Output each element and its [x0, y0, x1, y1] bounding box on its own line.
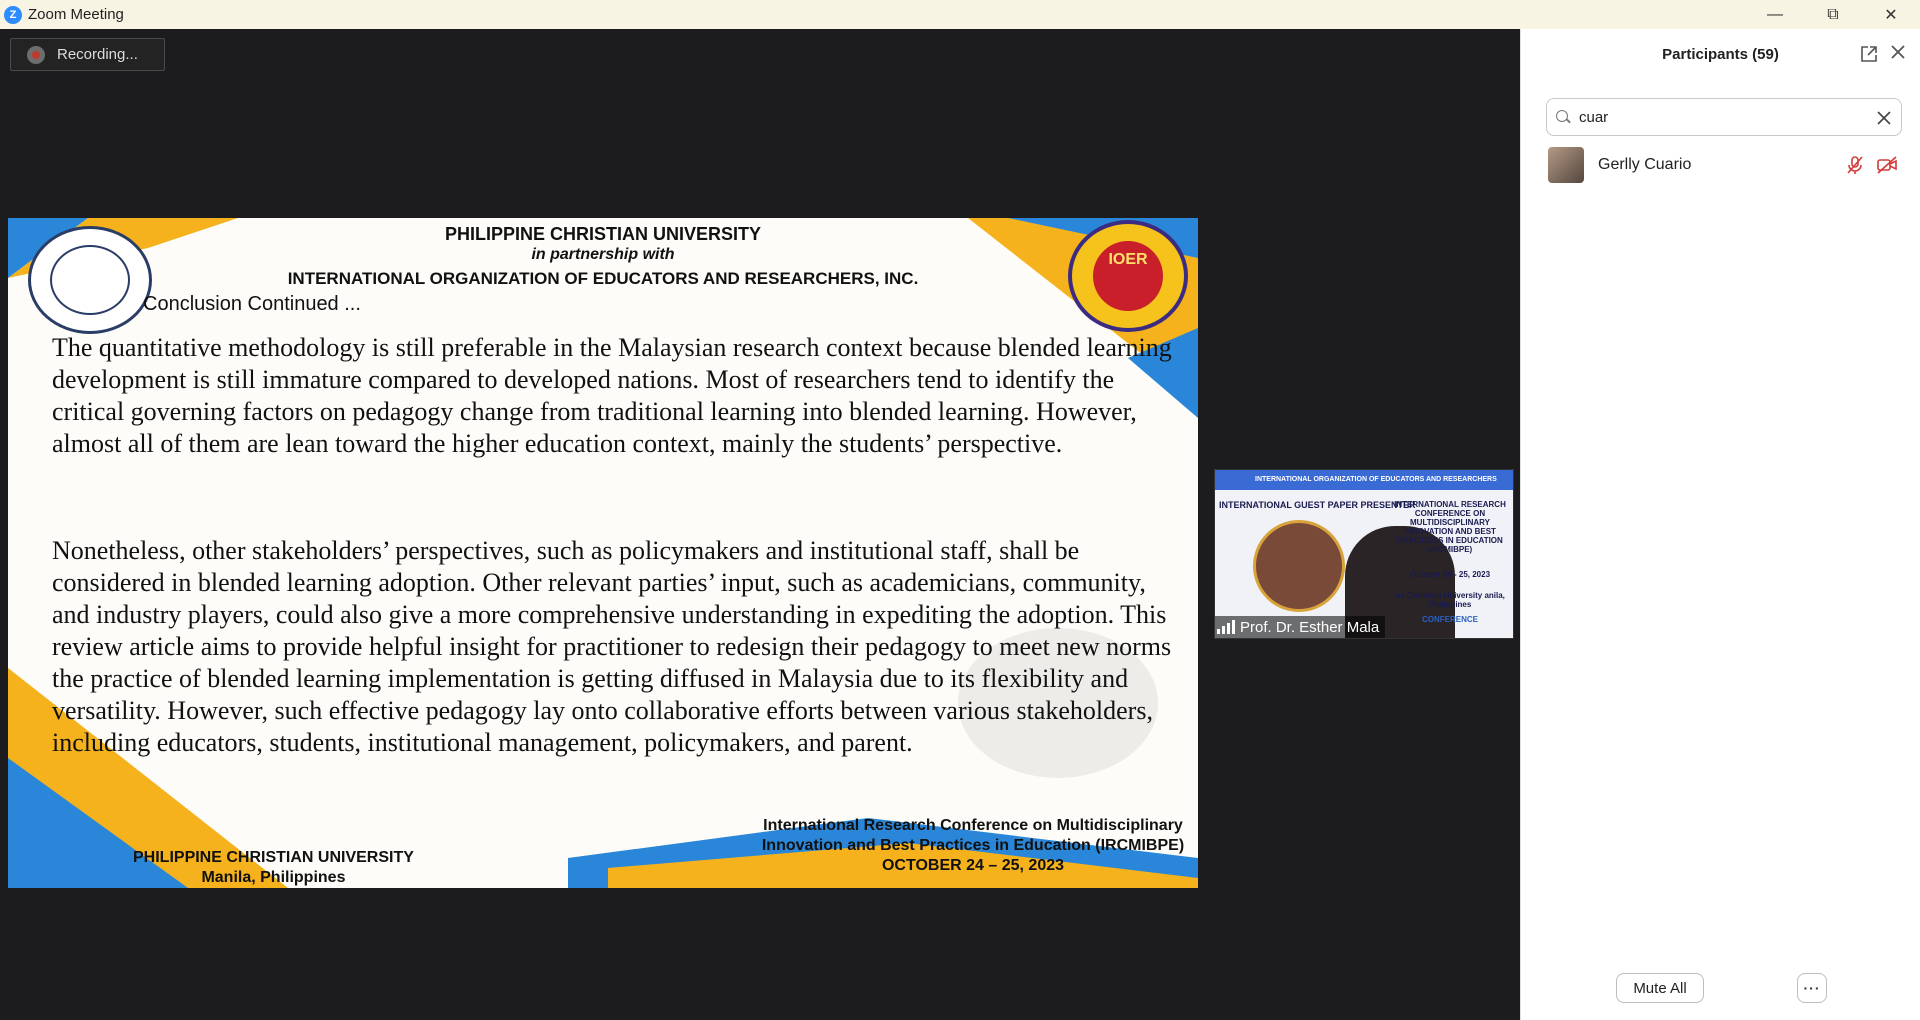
mic-muted-icon[interactable] [1844, 154, 1866, 176]
participants-panel [1520, 29, 1920, 1020]
tile-conf-title: INTERNATIONAL RESEARCH CONFERENCE ON MULTIDISCIPLINARY INNOVATION AND BEST PRACTICES IN EDUCATION (IRCMIBPE) [1394, 500, 1506, 554]
participant-search[interactable] [1546, 98, 1902, 136]
slide-footer-left [133, 848, 414, 888]
slide-header-organization: INTERNATIONAL ORGANIZATION OF EDUCATORS AND RESEARCHERS, INC. [287, 269, 919, 288]
close-window-button[interactable]: ✕ [1884, 6, 1898, 24]
clear-icon[interactable] [1877, 106, 1891, 131]
tile-conf-date: October 24 - 25, 2023 [1409, 570, 1491, 579]
shared-slide [8, 218, 1198, 888]
search-icon [1555, 109, 1571, 125]
slide-header-university: PHILIPPINE CHRISTIAN UNIVERSITY [444, 224, 762, 244]
title-bar [0, 0, 1920, 29]
tile-top-text: INTERNATIONAL ORGANIZATION OF EDUCATORS AND RESEARCHERS [1255, 476, 1497, 483]
participant-status [1844, 154, 1898, 176]
tile-conf-place: ne Christian University anila, Philippines [1395, 591, 1505, 609]
ioer-seal-text: IOER [1093, 241, 1163, 311]
recording-indicator[interactable] [10, 38, 165, 71]
window-title: Zoom Meeting [28, 6, 124, 23]
presenter-photo [1253, 520, 1345, 612]
signal-icon [1217, 620, 1235, 634]
close-icon[interactable] [1889, 43, 1907, 61]
slide-footer-right [748, 816, 1198, 876]
participant-row[interactable] [1546, 145, 1902, 185]
footer-conference-line2: Innovation and Best Practices in Education (IRCMIBPE) [761, 837, 1185, 854]
slide-paragraph-1: The quantitative methodology is still preferable in the Malaysian research context because blended learning development is still immature compared to developed nations. Most of researchers tend to identify the critical governing factors on pedagogy change from traditional learning into blended learning. However, almost all of them are lean toward the higher education context, mainly the students’ perspective. [52, 333, 1172, 458]
search-input[interactable] [1579, 109, 1849, 126]
speaker-name-bar [1215, 616, 1385, 638]
meeting-view [0, 29, 1520, 1020]
tile-heading: INTERNATIONAL GUEST PAPER PRESENTER [1219, 500, 1416, 510]
footer-university: PHILIPPINE CHRISTIAN UNIVERSITY [133, 849, 414, 866]
speaker-name: Prof. Dr. Esther Mala [1240, 618, 1380, 636]
minimize-button[interactable]: — [1767, 5, 1783, 23]
video-off-icon[interactable] [1876, 154, 1898, 176]
window-controls [1746, 0, 1920, 29]
maximize-button[interactable]: ⧉ [1827, 5, 1839, 23]
participant-name: Gerlly Cuario [1598, 156, 1692, 173]
zoom-logo-icon: Z [4, 6, 22, 24]
slide-paragraph-2: Nonetheless, other stakeholders’ perspectives, such as policymakers and institutional staff, shall be considered in blended learning adoption. Other relevant parties’ input, such as academicians, community, and industry players, could also give a more comprehensive understanding in expediting the adoption. This review article aims to provide helpful insight for practitioner to redesign their pedagogy to meet new norms the practice of blended learning implementation is getting diffused in Malaysia due to its flexibility and versatility. However, such effective pedagogy lay onto collaborative efforts between various stakeholders, including educators, students, institutional management, policymakers, and parent. [52, 536, 1172, 757]
mute-all-button[interactable]: Mute All [1616, 973, 1704, 1003]
footer-conference-date: OCTOBER 24 – 25, 2023 [881, 857, 1065, 874]
recording-icon [27, 46, 45, 64]
tile-conference-info [1391, 500, 1509, 624]
footer-location: Manila, Philippines [201, 869, 346, 886]
more-options-button[interactable]: ··· [1797, 973, 1827, 1003]
recording-label: Recording... [57, 46, 138, 63]
footer-conference-line1: International Research Conference on Multidisciplinary [763, 817, 1183, 834]
participants-title: Participants (59) [1662, 46, 1779, 63]
tile-conf-bottom: CONFERENCE [1421, 615, 1478, 624]
slide-subtitle: Conclusion Continued ... [143, 293, 361, 315]
slide-header-partnership: in partnership with [531, 246, 675, 263]
speaker-video-tile[interactable] [1214, 469, 1514, 639]
avatar [1548, 147, 1584, 183]
popout-icon[interactable] [1860, 45, 1878, 63]
